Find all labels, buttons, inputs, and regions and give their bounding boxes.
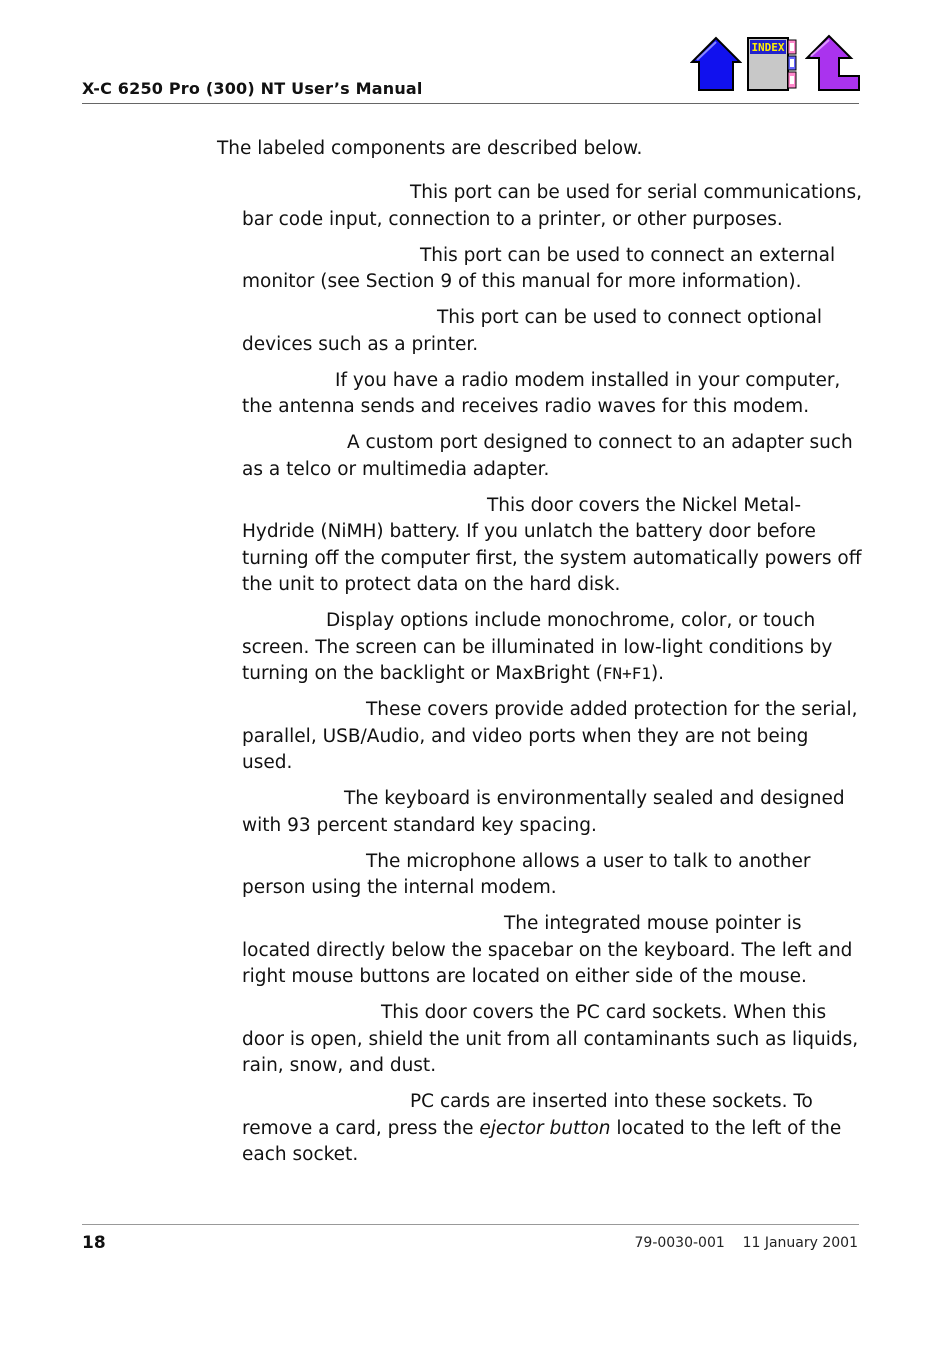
component-description xyxy=(242,786,862,839)
component-description xyxy=(242,1089,862,1169)
description-text: ). xyxy=(650,663,665,684)
component-description xyxy=(242,493,862,599)
description-text: The integrated mouse pointer is located directly below the spacebar on the keyboard. The left and right mouse buttons are located on either side of the mouse. xyxy=(242,913,853,987)
description-text: The keyboard is environmentally sealed and designed with 93 percent standard key spacing. xyxy=(242,788,845,836)
description-text: The microphone allows a user to talk to another person using the internal modem. xyxy=(242,850,811,898)
component-description xyxy=(242,849,862,902)
component-description xyxy=(242,430,862,483)
page-number: 18 xyxy=(82,1233,106,1253)
up-arrow-icon xyxy=(805,34,861,92)
description-text: If you have a radio modem installed in your computer, the antenna sends and receives radio waves for this modem. xyxy=(242,369,841,417)
description-text: located to the left of the each socket. xyxy=(242,1117,842,1165)
component-description xyxy=(242,368,862,421)
component-description xyxy=(242,243,862,296)
index-book-icon xyxy=(746,34,800,92)
component-description xyxy=(242,180,862,233)
component-description xyxy=(242,911,862,991)
component-description xyxy=(242,608,862,688)
home-icon xyxy=(690,34,742,92)
footer-divider xyxy=(82,1224,859,1225)
component-description xyxy=(242,305,862,358)
description-text: These covers provide added protection for the serial, parallel, USB/Audio, and video ports when they are not being used. xyxy=(242,699,858,773)
index-label: INDEX xyxy=(751,41,785,54)
component-descriptions xyxy=(242,180,862,1178)
component-description xyxy=(242,1000,862,1080)
description-text: This port can be used to connect optional devices such as a printer. xyxy=(242,307,823,355)
description-text: A custom port designed to connect to an adapter such as a telco or multimedia adapter. xyxy=(242,432,853,480)
component-description xyxy=(242,697,862,777)
description-text: This door covers the PC card sockets. When this door is open, shield the unit from all contaminants such as liquids, rain, snow, and dust. xyxy=(242,1002,859,1076)
description-text: Display options include monochrome, color, or touch screen. The screen can be illuminated in low-light conditions by turning on the backlight or MaxBright ( xyxy=(242,610,833,684)
home-button[interactable] xyxy=(690,34,742,92)
description-text: This port can be used for serial communications, bar code input, connection to a printer, or other purposes. xyxy=(242,182,863,230)
description-text: PC cards are inserted into these sockets. To remove a card, press the xyxy=(242,1091,813,1139)
header-divider xyxy=(82,103,859,104)
emphasized-term: ejector button xyxy=(479,1117,611,1139)
key-combination: FN+F1 xyxy=(602,664,651,683)
running-header-title: X-C 6250 Pro (300) NT User’s Manual xyxy=(82,79,423,98)
description-text: This port can be used to connect an external monitor (see Section 9 of this manual for more information). xyxy=(242,244,836,292)
intro-sentence: The labeled components are described below. xyxy=(217,138,643,159)
index-button[interactable] xyxy=(746,34,800,92)
document-id-date: 79-0030-001 11 January 2001 xyxy=(634,1235,858,1251)
description-text: This door covers the Nickel Metal-Hydride (NiMH) battery. If you unlatch the battery door before turning off the computer first, the system automatically powers off the unit to protect data on the hard disk. xyxy=(242,494,862,595)
up-button[interactable] xyxy=(805,34,861,92)
